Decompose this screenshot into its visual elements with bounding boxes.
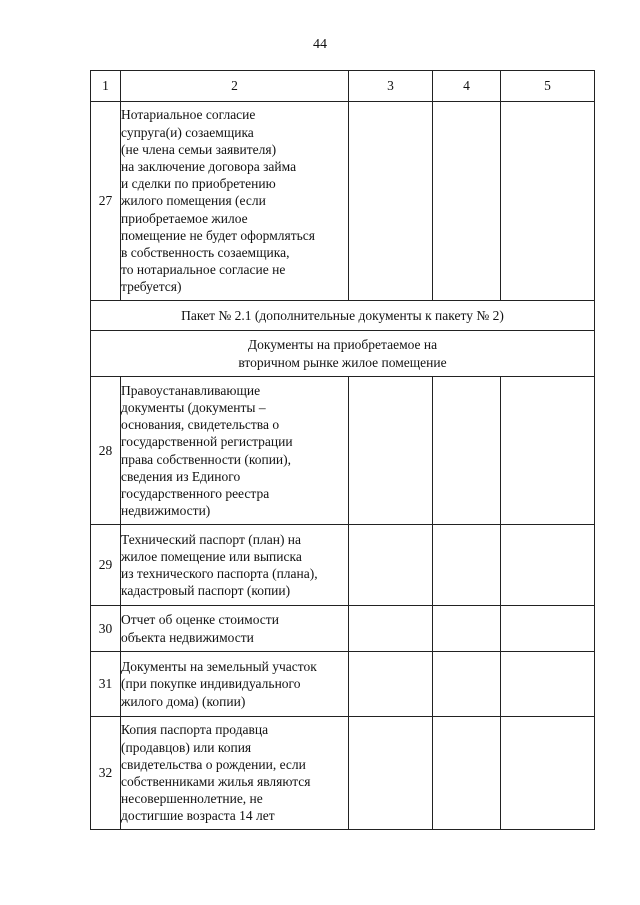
document-description xyxy=(121,717,349,830)
table-row-29 xyxy=(91,525,595,606)
description-line: документы (документы – xyxy=(121,399,266,415)
document-description xyxy=(121,525,349,606)
document-description xyxy=(121,652,349,717)
description-line: достигшие возраста 14 лет xyxy=(121,808,275,824)
row-number: 27 xyxy=(91,102,121,301)
description-line: жилое помещение или выписка xyxy=(121,548,302,564)
empty-cell xyxy=(433,525,501,606)
empty-cell xyxy=(501,652,595,717)
description-line: Документы на земельный участок xyxy=(121,659,317,675)
section-row-package xyxy=(91,301,595,331)
description-line: из технического паспорта (плана), xyxy=(121,566,318,581)
description-line: на заключение договора займа xyxy=(121,158,297,174)
description-line: несовершеннолетние, не xyxy=(121,791,263,807)
description-line: супруга(и) созаемщика xyxy=(121,124,254,140)
empty-cell xyxy=(349,606,433,652)
row-number: 32 xyxy=(91,717,121,830)
header-row xyxy=(91,71,595,102)
empty-cell xyxy=(501,377,595,525)
column-header-1: 1 xyxy=(91,71,121,102)
description-line: права собственности (копии), xyxy=(121,451,292,467)
description-line: жилого помещения (если xyxy=(121,193,266,209)
description-line: государственной регистрации xyxy=(121,434,293,450)
description-line: требуется) xyxy=(121,279,182,295)
empty-cell xyxy=(433,652,501,717)
document-description xyxy=(121,102,349,301)
row-number: 31 xyxy=(91,652,121,717)
description-line: и сделки по приобретению xyxy=(121,176,276,192)
description-line: объекта недвижимости xyxy=(121,629,254,645)
table-row-31 xyxy=(91,652,595,717)
description-line: государственного реестра xyxy=(121,485,270,501)
column-header-2: 2 xyxy=(121,71,349,102)
empty-cell xyxy=(349,717,433,830)
empty-cell xyxy=(349,377,433,525)
description-line: (не члена семьи заявителя) xyxy=(121,141,277,157)
documents-table xyxy=(90,70,595,830)
description-line: в собственность созаемщика, xyxy=(121,245,290,260)
section-line: вторичном рынке жилое помещение xyxy=(238,354,447,370)
row-number: 29 xyxy=(91,525,121,606)
empty-cell xyxy=(349,102,433,301)
description-line: сведения из Единого xyxy=(121,468,241,484)
column-header-5: 5 xyxy=(501,71,595,102)
section-heading-secondary-market xyxy=(91,331,595,377)
description-line: (при покупке индивидуального xyxy=(121,676,301,692)
description-line: Отчет об оценке стоимости xyxy=(121,612,279,628)
description-line: (продавцов) или копия xyxy=(121,739,252,755)
description-line: кадастровый паспорт (копии) xyxy=(121,583,291,599)
empty-cell xyxy=(501,525,595,606)
description-line: приобретаемое жилое xyxy=(121,210,248,226)
empty-cell xyxy=(433,102,501,301)
page-number: 44 xyxy=(313,37,327,52)
row-number: 30 xyxy=(91,606,121,652)
description-line: свидетельства о рождении, если xyxy=(121,756,306,772)
row-number: 28 xyxy=(91,377,121,525)
column-header-3: 3 xyxy=(349,71,433,102)
description-line: собственниками жилья являются xyxy=(121,774,311,789)
table-row-28 xyxy=(91,377,595,525)
table-row-27 xyxy=(91,102,595,301)
empty-cell xyxy=(433,606,501,652)
document-description xyxy=(121,377,349,525)
description-line: Нотариальное согласие xyxy=(121,107,256,123)
description-line: Копия паспорта продавца xyxy=(121,722,269,738)
description-line: недвижимости) xyxy=(121,503,211,519)
empty-cell xyxy=(501,606,595,652)
description-line: то нотариальное согласие не xyxy=(121,262,286,278)
empty-cell xyxy=(501,102,595,301)
table-row-32 xyxy=(91,717,595,830)
description-line: помещение не будет оформляться xyxy=(121,227,315,243)
document-description xyxy=(121,606,349,652)
description-line: жилого дома) (копии) xyxy=(121,693,246,709)
empty-cell xyxy=(433,377,501,525)
column-header-4: 4 xyxy=(433,71,501,102)
description-line: Правоустанавливающие xyxy=(121,382,261,398)
empty-cell xyxy=(433,717,501,830)
section-line: Документы на приобретаемое на xyxy=(247,337,438,353)
empty-cell xyxy=(349,525,433,606)
table-row-30 xyxy=(91,606,595,652)
description-line: Технический паспорт (план) на xyxy=(121,531,302,547)
empty-cell xyxy=(501,717,595,830)
description-line: основания, свидетельства о xyxy=(121,417,280,433)
section-heading-package: Пакет № 2.1 (дополнительные документы к пакету № 2) xyxy=(91,301,595,331)
empty-cell xyxy=(349,652,433,717)
section-row-secondary-market xyxy=(91,331,595,377)
